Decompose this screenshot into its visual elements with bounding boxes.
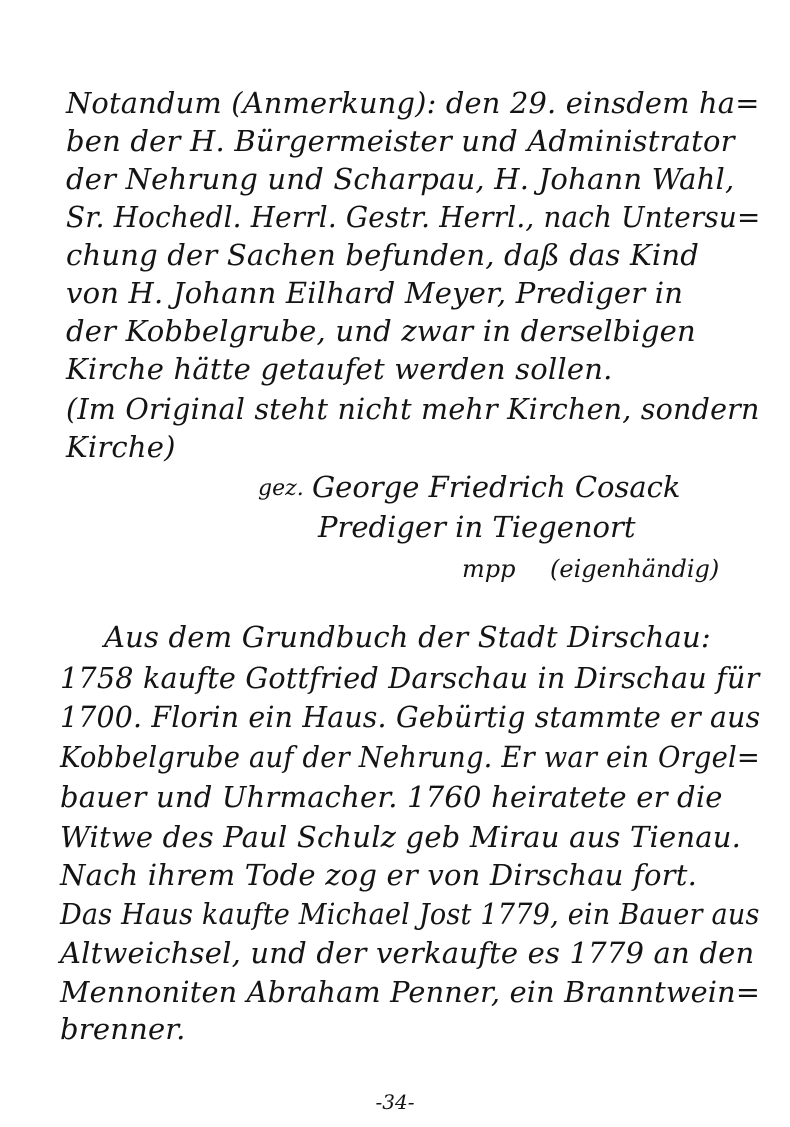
grundbuch-line: bauer und Uhrmacher. 1760 heiratete er die <box>60 780 723 814</box>
signature-mpp-note: (eigenhändig) <box>550 555 720 583</box>
note-line: ben der H. Bürgermeister und Administrator <box>66 124 735 158</box>
grundbuch-line: Das Haus kaufte Michael Jost 1779, ein Bauer aus <box>60 897 760 931</box>
grundbuch-line: 1700. Florin ein Haus. Gebürtig stammte er aus <box>60 700 761 734</box>
note-line: Sr. Hochedl. Herrl. Gestr. Herrl., nach Untersu= <box>66 200 761 234</box>
page-number: -34- <box>375 1090 415 1114</box>
grundbuch-line: Kobbelgrube auf der Nehrung. Er war ein Orgel= <box>60 740 761 774</box>
grundbuch-line: brenner. <box>60 1012 186 1046</box>
grundbuch-line: Mennoniten Abraham Penner, ein Branntwein= <box>60 975 761 1009</box>
signature-title: Prediger in Tiegenort <box>318 510 636 544</box>
grundbuch-line: Witwe des Paul Schulz geb Mirau aus Tienau. <box>60 820 741 854</box>
grundbuch-line: Nach ihrem Tode zog er von Dirschau fort. <box>60 858 697 892</box>
grundbuch-heading: Aus dem Grundbuch der Stadt Dirschau: <box>104 620 711 654</box>
note-line: Kirche) <box>66 430 176 464</box>
note-line: Notandum (Anmerkung): den 29. einsdem ha= <box>66 86 760 120</box>
signature-gez: gez. <box>258 476 304 501</box>
grundbuch-line: 1758 kaufte Gottfried Darschau in Dirschau für <box>60 661 760 695</box>
note-line: der Kobbelgrube, und zwar in derselbigen <box>66 314 696 348</box>
note-line: chung der Sachen befunden, daß das Kind <box>66 238 700 272</box>
note-line: der Nehrung und Scharpau, H. Johann Wahl, <box>66 162 735 196</box>
note-line: von H. Johann Eilhard Meyer, Prediger in <box>66 276 684 310</box>
note-line: Kirche hätte getaufet werden sollen. <box>66 352 613 386</box>
grundbuch-line: Altweichsel, und der verkaufte es 1779 an den <box>60 936 755 970</box>
signature-mpp: mpp <box>462 555 516 583</box>
signature-name: George Friedrich Cosack <box>312 470 681 504</box>
note-line: (Im Original steht nicht mehr Kirchen, sondern <box>66 392 760 426</box>
